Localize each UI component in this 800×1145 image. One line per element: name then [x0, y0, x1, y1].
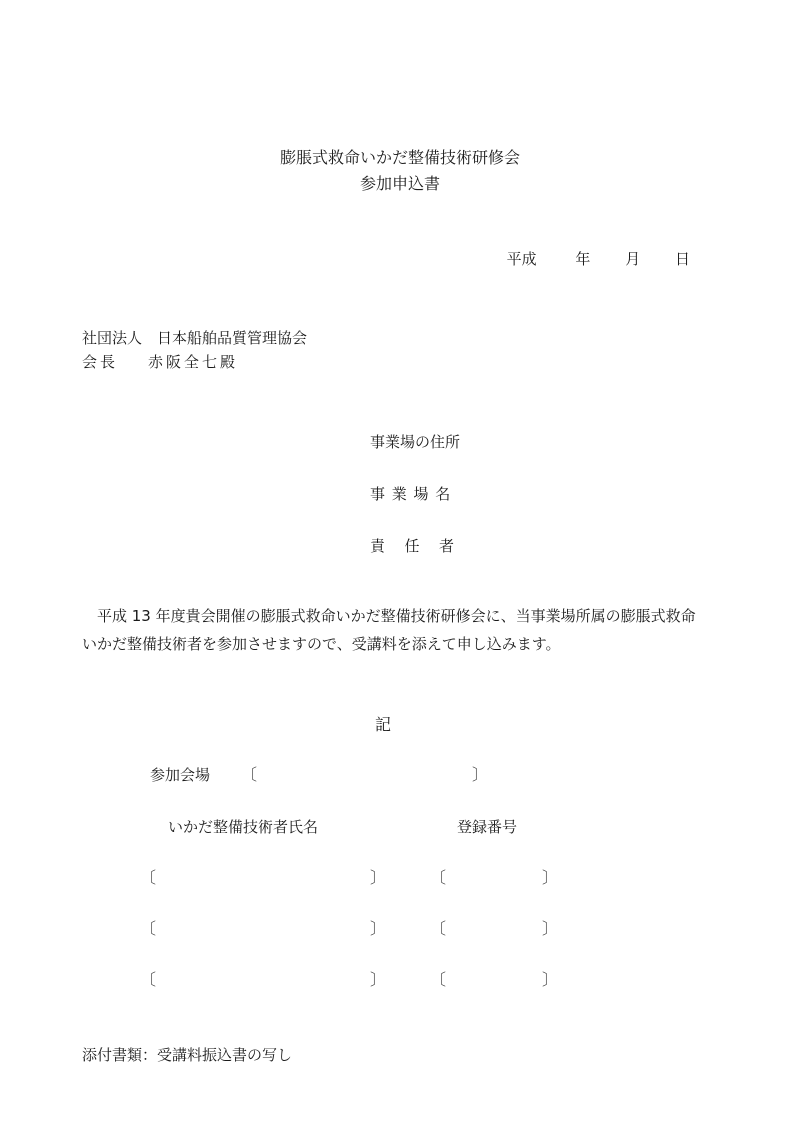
row2-name-bracket-open: 〔: [140, 919, 157, 938]
ki-heading: 記: [375, 715, 392, 734]
row2-name-bracket-close: 〕: [370, 919, 387, 938]
document-subtitle: 参加申込書: [359, 174, 440, 193]
row3-reg-bracket-open: 〔: [430, 970, 447, 989]
addressee-position: 会長: [82, 353, 119, 371]
row3-reg-bracket-close: 〕: [542, 970, 559, 989]
applicant-address-label: 事業場の住所: [370, 433, 461, 451]
row1-reg-bracket-close: 〕: [542, 868, 559, 887]
date-year-unit: 年: [575, 250, 591, 268]
applicant-name-label: 事業場名: [370, 485, 458, 503]
row3-name-bracket-close: 〕: [370, 970, 387, 989]
applicant-responsible-label: 責任者: [370, 537, 474, 555]
row3-name-bracket-open: 〔: [140, 970, 157, 989]
addressee-line: [82, 351, 238, 372]
row2-reg-bracket-close: 〕: [542, 919, 559, 938]
date-line: [507, 248, 690, 269]
document-title: 膨脹式救命いかだ整備技術研修会: [279, 148, 520, 167]
date-era: 平成: [506, 250, 537, 268]
addressee-organization: 社団法人 日本船舶品質管理協会: [82, 329, 308, 347]
venue-bracket-open: 〔: [241, 765, 258, 784]
technician-name-header: いかだ整備技術者氏名: [168, 818, 319, 836]
body-paragraph: 平成 13 年度貴会開催の膨脹式救命いかだ整備技術研修会に、当事業場所属の膨脹式救命いかだ整備技術者を参加させますので、受講料を添えて申し込みます。: [82, 607, 696, 653]
venue-label: 参加会場: [150, 766, 211, 784]
row2-reg-bracket-open: 〔: [430, 919, 447, 938]
venue-bracket-close: 〕: [472, 765, 489, 784]
registration-number-header: 登録番号: [457, 818, 518, 836]
row1-name-bracket-close: 〕: [370, 868, 387, 887]
date-month-unit: 月: [625, 250, 641, 268]
row1-reg-bracket-open: 〔: [430, 868, 447, 887]
row1-name-bracket-open: 〔: [140, 868, 157, 887]
date-day-unit: 日: [674, 250, 690, 268]
attachment-note: 添付書類：受講料振込書の写し: [82, 1046, 293, 1064]
addressee-name: 赤阪全七殿: [148, 353, 239, 371]
